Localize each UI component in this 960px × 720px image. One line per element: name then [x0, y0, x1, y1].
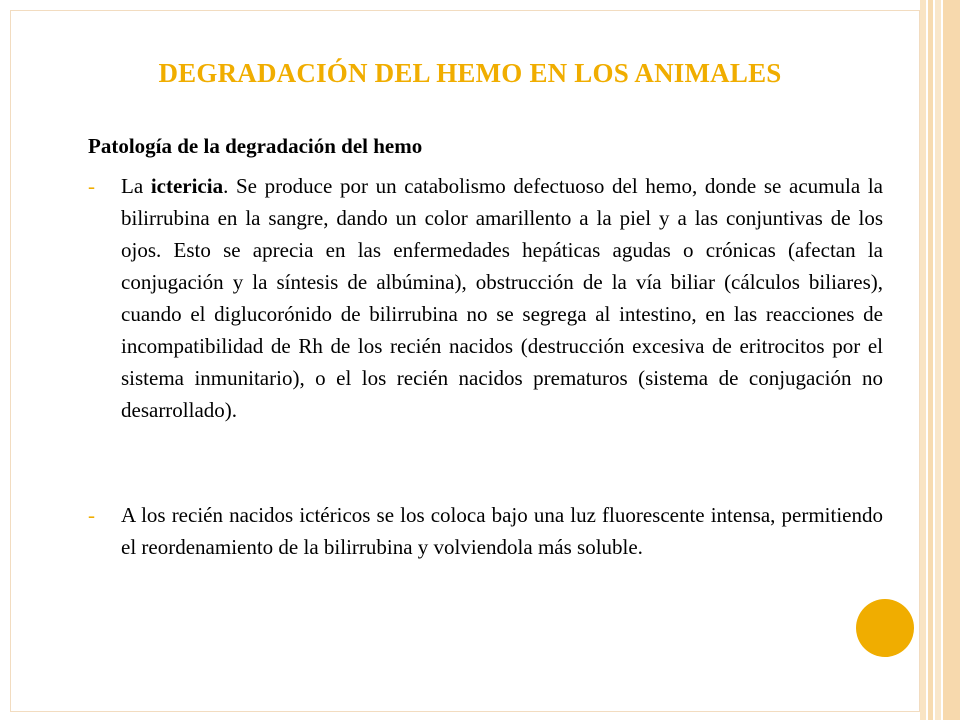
stripe [928, 0, 933, 720]
stripe [935, 0, 941, 720]
bullet-item [88, 499, 883, 563]
stripe [943, 0, 960, 720]
slide-subtitle: Patología de la degradación del hemo [88, 134, 423, 158]
decorative-stripes [920, 0, 960, 720]
bullet-text: A los recién nacidos ictéricos se los coloca bajo una luz fluorescente intensa, permitiendo el reordenamiento de la bilirrubina y volviendola más soluble. [121, 503, 883, 559]
slide-title: DEGRADACIÓN DEL HEMO EN LOS ANIMALES [158, 58, 782, 88]
bullet-marker: - [88, 174, 95, 198]
bullet-lead: La [121, 174, 151, 198]
decorative-circle [856, 599, 914, 657]
stripe [920, 0, 926, 720]
bullet-item [88, 170, 883, 426]
bullet-marker: - [88, 503, 95, 527]
bullet-text [121, 170, 883, 426]
bullet-rest: . Se produce por un catabolismo defectuoso del hemo, donde se acumula la bilirrubina en la sangre, dando un color amarillento a la piel y a las conjuntivas de los ojos. Esto se aprecia en las enfermedades hepáticas agudas o crónicas (afectan la conjugación y la síntesis de albúmina), obstrucción de la vía biliar (cálculos biliares), cuando el diglucorónido de bilirrubina no se segrega al intestino, en las reacciones de incompatibilidad de Rh de los recién nacidos (destrucción excesiva de eritrocitos por el sistema inmunitario), o el los recién nacidos prematuros (sistema de conjugación no desarrollado). [121, 174, 883, 422]
bullet-bold-term: ictericia [150, 174, 224, 198]
